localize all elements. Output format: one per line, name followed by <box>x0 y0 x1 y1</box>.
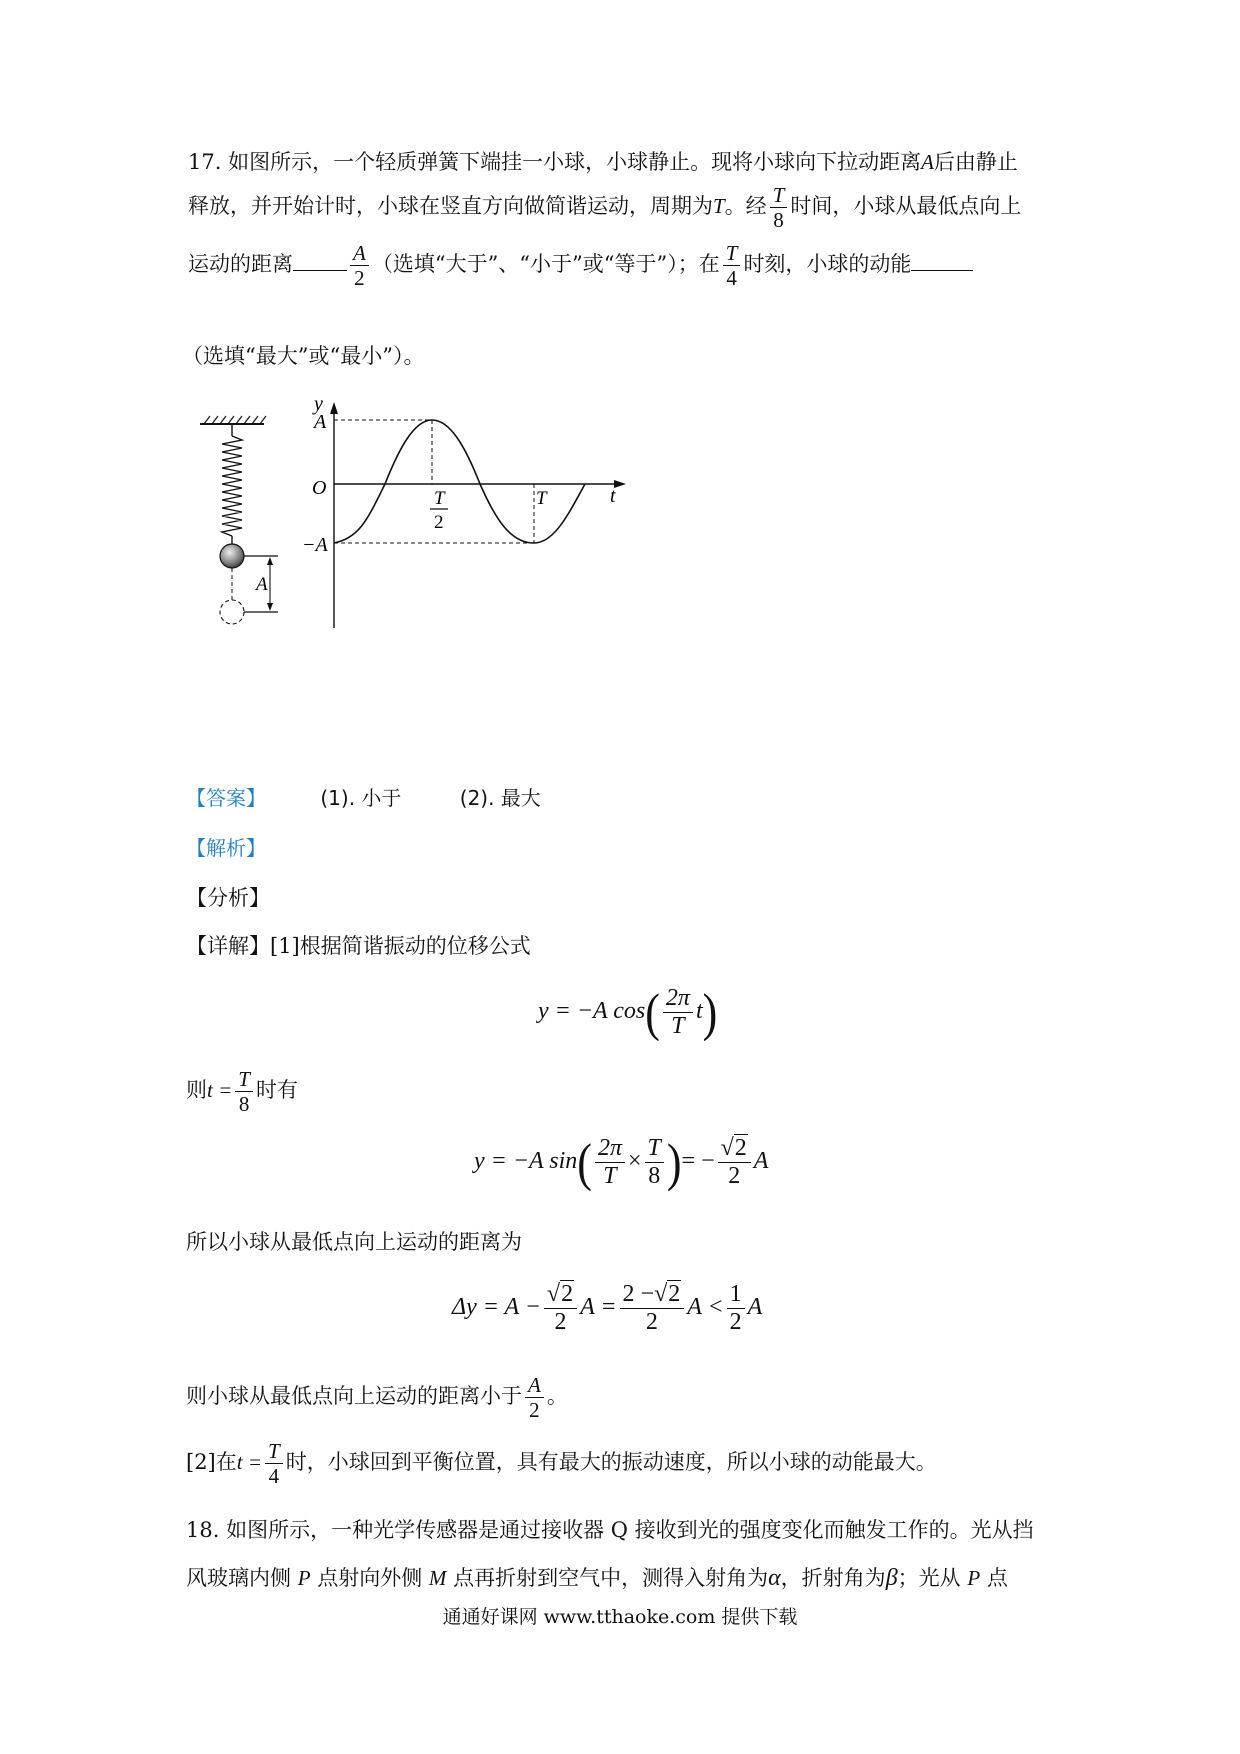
half-period-num: T <box>434 488 445 509</box>
then-line: 则t = $\frac{T}{8}$ 时有 <box>186 1067 298 1117</box>
fraction-A-over-2: $\frac{A}{2}$ <box>350 242 369 289</box>
detail-tag: 【详解】 <box>186 934 270 958</box>
answer-1: (1). 小于 <box>320 786 402 810</box>
fraction-T-over-8: $\frac{T}{8}$ <box>770 184 788 231</box>
answer-blank-2 <box>911 252 973 271</box>
q18-line-1: 18. 如图所示，一种光学传感器是通过接收器 Q 接收到光的强度变化而触发工作的。光从挡 <box>186 1518 1034 1542</box>
detail-line-4: [2]在t = $\frac{T}{4}$ 时，小球回到平衡位置，具有最大的振动速度，所以小球的动能最大。 <box>186 1439 937 1489</box>
detail-line-2: 所以小球从最低点向上运动的距离为 <box>186 1230 522 1254</box>
q17-line-3: 运动的距离 $\frac{A}{2}$ （选填“大于”、“小于”或“等于”）；在 $\frac{T}{4}$ 时刻，小球的动能 <box>188 242 973 289</box>
var-A: A <box>921 150 934 174</box>
amplitude-neg-label: −A <box>302 534 328 556</box>
ball <box>220 544 244 568</box>
origin-label: O <box>312 477 327 499</box>
spring-label-A: A <box>256 574 268 595</box>
period-label: T <box>536 488 547 509</box>
y-axis-label: y <box>314 396 323 415</box>
equation-2: y = −A sin( $\frac{2\pi}{T}$ × $\frac{T}{8}$ )= − $\frac{√2}{2}$ A <box>474 1133 769 1193</box>
q17-line-2: 释放，并开始计时，小球在竖直方向做简谐运动，周期为T。经 $\frac{T}{8}$ 时间，小球从最低点向上 <box>188 183 1022 233</box>
answer-row <box>186 782 541 811</box>
figure-spring-and-graph <box>190 396 750 646</box>
half-period-den: 2 <box>434 512 444 533</box>
amplitude-pos-label: A <box>314 411 327 433</box>
page-footer: 通通好课网 www.tthaoke.com 提供下载 <box>442 1606 798 1628</box>
answer-blank-1 <box>293 252 347 271</box>
spring-diagram <box>200 416 278 624</box>
equation-1: y = −A cos( $\frac{2\pi}{T}$ t) <box>538 983 718 1043</box>
fraction-T-over-4: $\frac{T}{4}$ <box>723 242 741 289</box>
displacement-curve <box>334 420 585 543</box>
var-T: T <box>713 194 725 219</box>
analysis-tag: 【解析】 <box>186 836 266 860</box>
q17-line-4: （选填“最大”或“最小”）。 <box>182 344 425 368</box>
answer-tag: 【答案】 <box>186 786 266 810</box>
answer-2: (2). 最大 <box>459 786 541 810</box>
t-axis-label: t <box>610 485 616 507</box>
q17-line-1: 17. 如图所示，一个轻质弹簧下端挂一小球，小球静止。现将小球向下拉动距离A后由静止 <box>188 150 1018 174</box>
ball-displaced <box>220 600 244 624</box>
fenxi-tag: 【分析】 <box>186 886 270 910</box>
displacement-graph <box>302 396 626 628</box>
q18-line-2: 风玻璃内侧 P 点射向外侧 M 点再折射到空气中，测得入射角为α，折射角为β；光从 P 点 <box>186 1565 1008 1591</box>
equation-3: Δy = A − $\frac{√2}{2}$ A = $\frac{2 -√2}{2}$ A < $\frac{1}{2}$ A <box>452 1281 763 1336</box>
detail-line-1: 【详解】[1]根据简谐振动的位移公式 <box>186 934 531 958</box>
detail-line-3: 则小球从最低点向上运动的距离小于 $\frac{A}{2}$ 。 <box>186 1373 568 1423</box>
